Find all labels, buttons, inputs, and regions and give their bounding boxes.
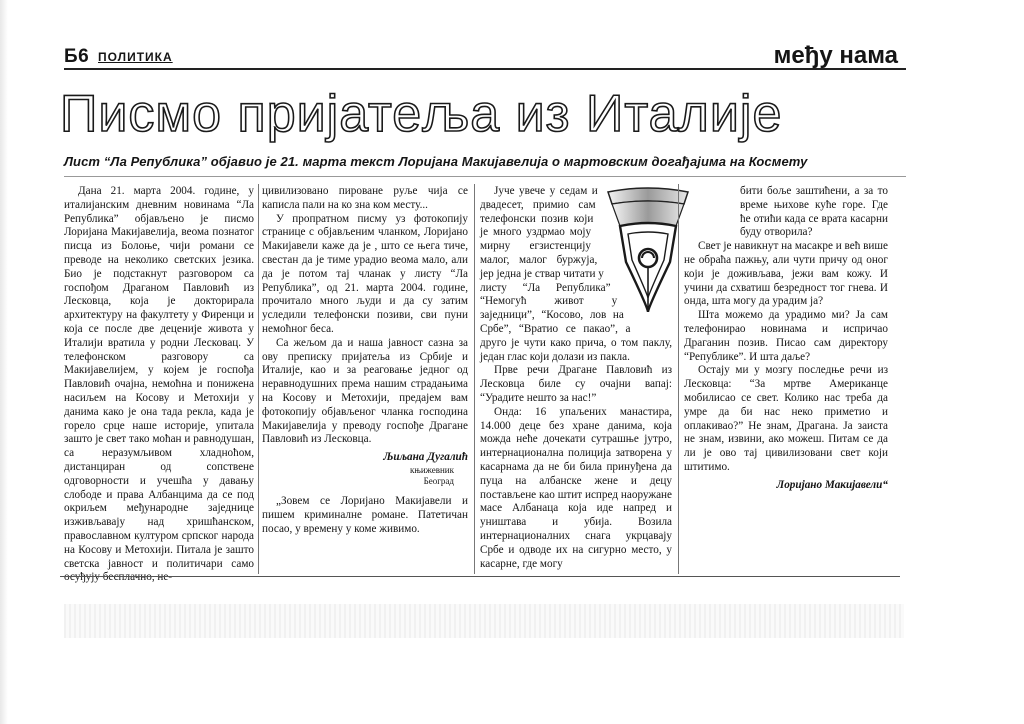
paragraph: У пропратном писму уз фотокопију странице с објављеним чланком, Лоријано Макијавели каже да је , што се њега тиче, свестан да је тиме урадио веома мало, али да је потом тај чланак у листу “Ла Република”, од 21. марта 2004. године, прочитало много људи и да су затим уследили телефонски позиви, сви пуни немоћног беса. [262,212,468,335]
header-rule [64,68,906,70]
paragraph: Прве речи Драгане Павловић из Лесковца биле су очајни вапај: “Урадите нешто за нас!” [480,364,672,404]
article-bottom-rule [60,576,900,577]
paragraph: Свет је навикнут на масакре и већ више не обраћа пажњу, али чути причу од оног који је доживљава, јежи вам кожу. И учини да схватиш безредност тог гнева. И онда, шта могу да урадим ја? [684,240,888,308]
paragraph: Са жељом да и наша јавност сазна за ову преписку пријатеља из Србије и Италије, као и за реаговање једног од неравнодушних према нашим страдањима на Косову и Метохији, предајем вам фотокопију објављеног чланка господина Макијавелија у преводу госпође Драгане Павловић из Лесковца. [262,336,468,446]
article-headline: Писмо пријатеља из Италије [60,85,783,143]
text-column-1 [64,185,254,585]
column-divider [678,184,679,574]
subtitle-rule [64,176,906,177]
section-title: међу нама [773,42,898,69]
scan-edge-shadow [0,0,8,724]
paragraph: Шта можемо да урадимо ми? Ја сам телефонирао новинама и испричао Драганин позив. Писао сам директору “Републике”. И шта даље? [684,309,888,363]
article-subtitle: Лист “Ла Република” објавио је 21. марта текст Лоријана Макијавелија о мартовским догађајима на Космету [64,154,808,169]
text-column-2 [262,185,468,536]
author-signature: Лоријано Макијавели“ [776,478,888,491]
author-role: књижевник [409,464,454,475]
author-city: Београд [423,475,454,486]
author-signature: Љиљана Дугалић [383,451,468,464]
paragraph: бити боље заштићени, а за то време њихове куће горе. Где ће отићи када се врата касарни буду отворила? [740,185,888,239]
text-column-4 [684,185,888,493]
page-header [64,42,906,70]
page-number: Б6 [64,46,90,67]
column-divider [258,184,259,574]
scan-artifact-band [64,604,904,638]
paragraph: Јуче увече у седам и двадесет, примио сам телефонски позив који је много уздрмао моју мирну егзистенцију малог, малог буржуја, јер једна је ствар читати у листу “Ла Република” “Немогућ живот у заједници”, “Косово, лов на Србе”, “Вратио се пакао”, а друго је чути како прича, о том паклу, један глас који долази из пакла. [480,185,672,363]
column-divider [474,184,475,574]
newspaper-name: ПОЛИТИКА [98,50,173,64]
paragraph: „Зовем се Лоријано Макијавели и пишем криминалне романе. Патетичан посао, у времену у коме живимо. [262,494,468,535]
paragraph: Остају ми у мозгу последње речи из Лесковца: “За мртве Американце мобилисао се свет. Колико нас треба да умре да би нас неко приметио и оплакивао?” Не знам, Драгана. Ја заиста не знам, извини, ако можеш. Питам се да ли је ово тај цивилизовани свет који штитимо. [684,364,888,473]
paragraph: Онда: 16 упаљених манастира, 14.000 деце без хране данима, која можда неће дочекати сутрашње јутро, интернационална полиција затворена у касарнама да не би била принуђена да пуца на албанске жене и децу постављене као штит испред наоружане масе Албанаца која иде напред и уништава и убија. Возила интернационалних снага укрцавају Србе и одводе их на сигурно место, у касарне, где могу [480,405,672,570]
paragraph: Дана 21. марта 2004. године, у италијанским дневним новинама “Ла Република” објављено је писмо Лоријана Макијавелија, веома познатог писца из Болоње, чији романи се преводе на неколико светских језика. Био је подстакнут разговором са госпођом Драганом Павловић из Лесковца, која је докторирала архитектуру на факултету у Фиренци и која се после две деценије живота у Италији вратила у родни Лесковац. У телефонском разговору са Макијавелијем, у којем је госпођа Павловић очајна, немоћна и понижена насиљем на Косову и Метохији у данима како је она тада рекла, када је горело срце наше историје, упитала зашто је свет тако моћан и равнодушан, са неразумљивом хладноћом, дистанциран од сопствене одговорности и учешћа у давању слободе и права Албанцима да се под окриљем међународне заједнице изживљавају над хришћанском, православном културом српског народа на Косову и Метохији. Питала је зашто светска јавност и политичари само осуђују бесплачно, не- [64,185,254,584]
paragraph: цивилизовано пироване руље чија се каписла пали на ко зна ком месту... [262,185,468,211]
